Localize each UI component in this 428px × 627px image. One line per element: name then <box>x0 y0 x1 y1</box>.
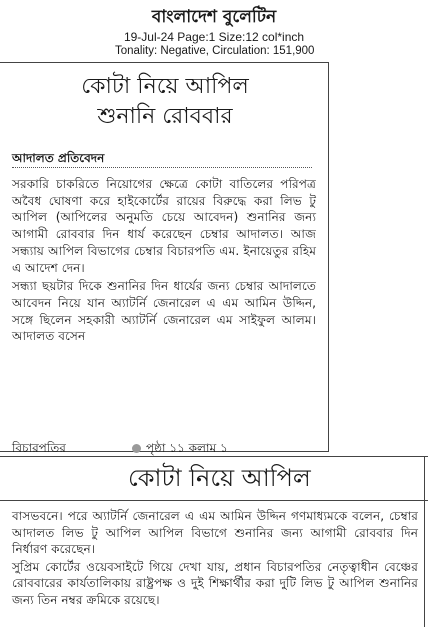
byline-divider <box>12 167 312 168</box>
clipping-front-page <box>0 62 330 455</box>
article-paragraph: সন্ধ্যা ছয়টার দিকে শুনানির দিন ধার্যের জন্য চেম্বার আদালতে আবেদন নিয়ে যান অ্যাটর্নি জেনারেল এ এম আমিন উদ্দিন, সঙ্গে ছিলেন সহকারী অ্যাটর্নি জেনারেল এম সাইফুল আলম। আদালত বসেন <box>12 279 316 344</box>
continuation-paragraph: বাসভবনে। পরে অ্যাটর্নি জেনারেল এ এম আমিন উদ্দিন গণমাধ্যমকে বলেন, চেম্বার আদালত লিভ টু আপিল আপিল বিভাগে শুনানির জন্য আগামী রোববার দিন নির্ধারণ করেছেন। <box>12 509 418 557</box>
continuation-paragraph: সুপ্রিম কোর্টের ওয়েবসাইটে গিয়ে দেখা যায়, প্রধান বিচারপতির নেতৃত্বাধীন বেঞ্চের রোববারের কার্যতালিকায় রাষ্ট্রপক্ষ ও দুই শিক্ষার্থীর করা দুটি লিভ টু আপিল শুনানির জন্য তিন নম্বর ক্রমিকে রয়েছে। <box>12 559 418 607</box>
continuation-headline: কোটা নিয়ে আপিল <box>128 464 311 492</box>
article-body <box>12 176 316 347</box>
clipping-right-border <box>424 456 425 627</box>
bullet-dot-icon <box>132 444 141 453</box>
continuation-body <box>12 508 418 610</box>
continued-word: বিচারপতির <box>12 441 66 455</box>
headline-line-2: শুনানি রোববার <box>97 104 233 129</box>
meta-line-date-page-size: 19-Jul-24 Page:1 Size:12 col*inch <box>123 30 305 44</box>
clipping-top-border <box>0 456 428 457</box>
byline: আদালত প্রতিবেদন <box>12 151 105 165</box>
headline-line-1: কোটা নিয়ে আপিল <box>81 74 249 99</box>
masthead: বাংলাদেশ বুলেটিন <box>151 7 277 27</box>
clipping-continuation <box>0 456 428 627</box>
article-paragraph: সরকারি চাকরিতে নিয়োগের ক্ষেত্রে কোটা বাতিলের পরিপত্র অবৈধ ঘোষণা করে হাইকোর্টের রায়ের বিরুদ্ধে করা লিভ টু আপিল (আপিলের অনুমতি চেয়ে আবেদন) শুনানির জন্য আগামী রোববার দিন ধার্য করেছেন চেম্বার আদালত। আজ সন্ধ্যায় আপিল বিভাগের চেম্বার বিচারপতি এম. ইনায়েতুর রহিম এ আদেশ দেন। <box>12 177 316 275</box>
meta-line-tonality-circulation: Tonality: Negative, Circulation: 151,900 <box>115 45 315 57</box>
clipping-top-border <box>0 62 329 63</box>
continuation-page-column: পৃষ্ঠা ১১ কলাম ১ <box>146 441 228 455</box>
headline-underline <box>0 500 428 501</box>
